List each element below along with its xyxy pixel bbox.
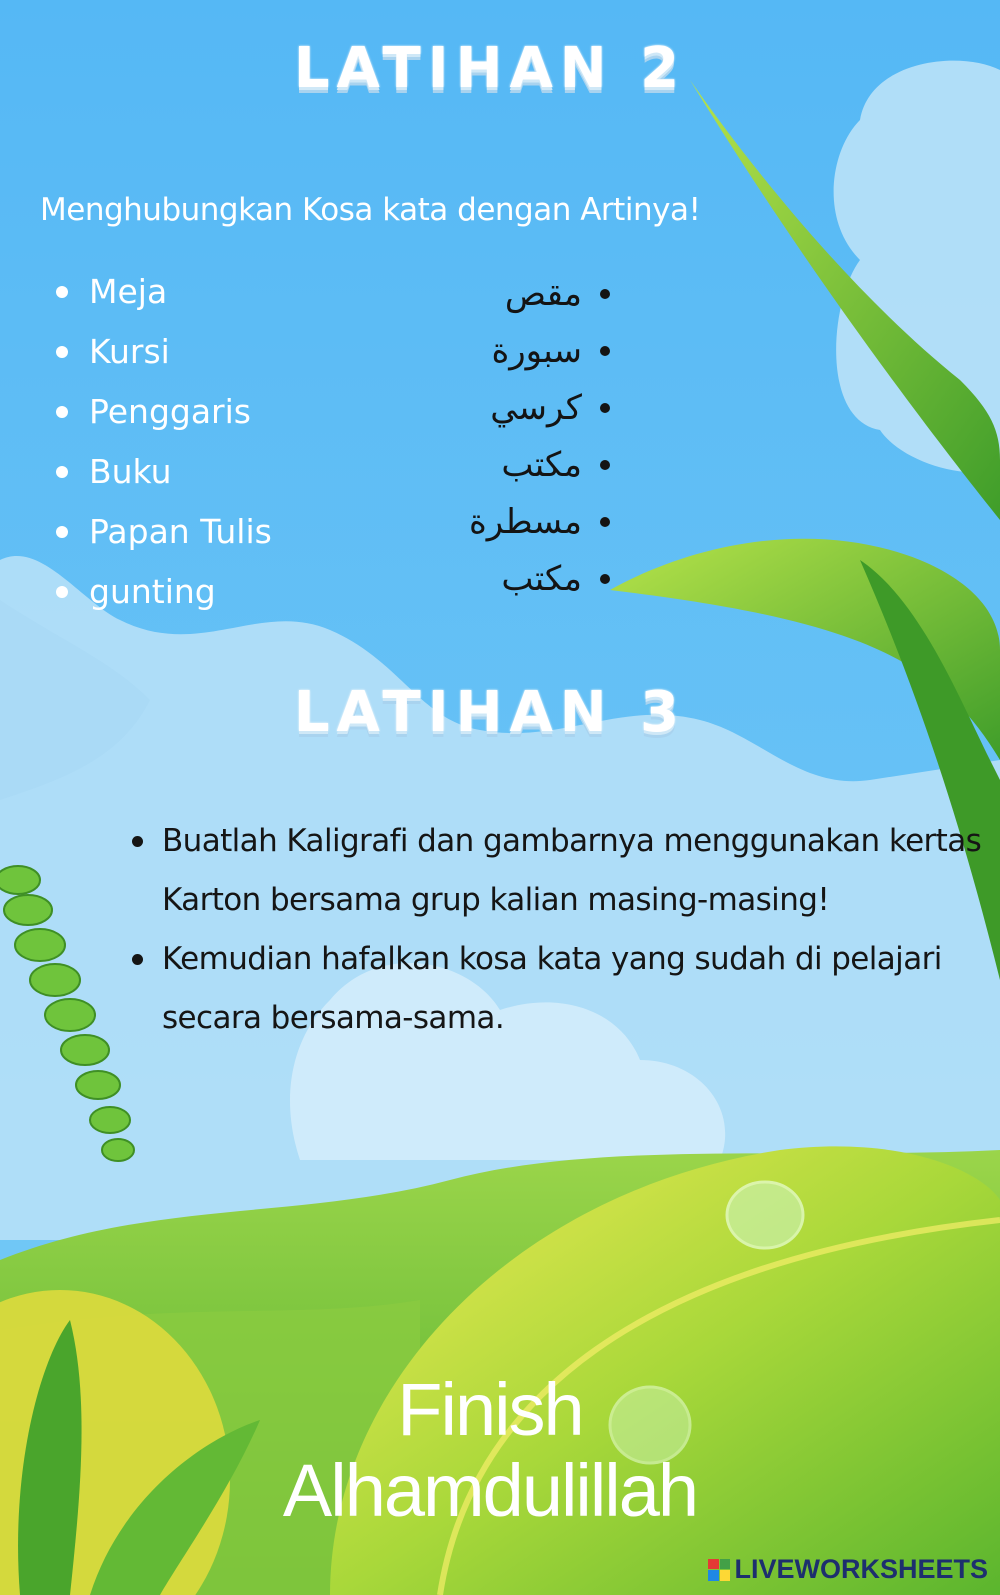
finish-subtitle: Alhamdulillah xyxy=(282,1449,698,1532)
list-item[interactable]: Meja xyxy=(50,262,272,322)
list-item: Kemudian hafalkan kosa kata yang sudah di pelajari secara bersama-sama. xyxy=(128,930,988,1048)
bullet-icon xyxy=(132,836,143,847)
latihan-2-instruction: Menghubungkan Kosa kata dengan Artinya! xyxy=(40,192,701,228)
bullet-icon xyxy=(56,586,68,598)
finish-title: Finish xyxy=(397,1368,583,1451)
bullet-icon xyxy=(600,517,610,527)
bullet-icon xyxy=(600,346,610,356)
bullet-icon xyxy=(132,954,143,965)
bullet-icon xyxy=(600,460,610,470)
list-item[interactable]: مسطرة xyxy=(420,493,610,550)
bullet-icon xyxy=(56,286,68,298)
list-item[interactable]: سبورة xyxy=(420,322,610,379)
bullet-icon xyxy=(600,574,610,584)
list-item: Buatlah Kaligrafi dan gambarnya menggunakan kertas Karton bersama grup kalian masing-masing! xyxy=(128,812,988,930)
watermark-text: LIVEWORKSHEETS xyxy=(734,1554,988,1584)
list-item[interactable]: Penggaris xyxy=(50,382,272,442)
list-item[interactable]: كرسي xyxy=(420,379,610,436)
latihan-2-title: LATIHAN 2 xyxy=(293,36,687,101)
bullet-icon xyxy=(600,289,610,299)
liveworksheets-watermark[interactable] xyxy=(708,1554,988,1585)
list-item[interactable]: Kursi xyxy=(50,322,272,382)
bullet-icon xyxy=(56,466,68,478)
liveworksheets-logo-icon xyxy=(708,1559,730,1581)
list-item[interactable]: مكتب xyxy=(420,550,610,607)
vocabulary-list-arabic xyxy=(420,265,610,607)
vocabulary-list-indonesian xyxy=(50,262,272,622)
latihan-3-title: LATIHAN 3 xyxy=(293,680,687,745)
list-item[interactable]: مكتب xyxy=(420,436,610,493)
latihan-3-task-list xyxy=(128,812,988,1048)
bullet-icon xyxy=(56,526,68,538)
bullet-icon xyxy=(56,406,68,418)
list-item[interactable]: Buku xyxy=(50,442,272,502)
list-item[interactable]: مقص xyxy=(420,265,610,322)
bullet-icon xyxy=(56,346,68,358)
list-item[interactable]: Papan Tulis xyxy=(50,502,272,562)
list-item[interactable]: gunting xyxy=(50,562,272,622)
bullet-icon xyxy=(600,403,610,413)
